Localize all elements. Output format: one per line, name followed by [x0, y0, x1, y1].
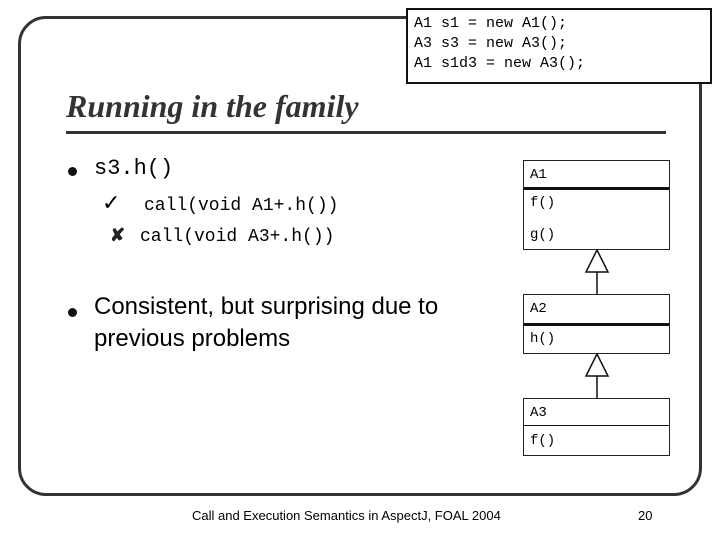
class-method: f(): [530, 433, 556, 449]
class-method: h(): [530, 331, 556, 347]
class-method: g(): [530, 227, 556, 243]
code-line: A1 s1 = new A1();: [414, 15, 568, 32]
subitem-text: call(void A3+.h()): [140, 227, 335, 247]
checkmark-icon: ✓: [102, 190, 121, 215]
uml-class-a2: [523, 294, 670, 354]
class-divider: [524, 323, 669, 326]
slide-title: Running in the family: [66, 88, 359, 124]
uml-class-a1: [523, 160, 670, 250]
class-divider: [524, 187, 669, 190]
class-divider: [524, 425, 669, 426]
class-name: A2: [530, 301, 547, 317]
class-name: A1: [530, 167, 547, 183]
bullet-line: previous problems: [94, 325, 291, 352]
code-line: A1 s1d3 = new A3();: [414, 55, 586, 72]
code-line: A3 s3 = new A3();: [414, 35, 568, 52]
uml-class-a3: [523, 398, 670, 456]
bullet-line: Consistent, but surprising due to: [94, 293, 439, 320]
bullet-text: s3.h(): [94, 156, 174, 181]
subitem-text: call(void A1+.h()): [144, 196, 339, 216]
page-number: 20: [638, 508, 653, 523]
class-name: A3: [530, 405, 547, 421]
class-method: f(): [530, 195, 556, 211]
footer-text: Call and Execution Semantics in AspectJ, FOAL 2004: [192, 508, 501, 523]
cross-icon: ✘: [110, 225, 126, 245]
